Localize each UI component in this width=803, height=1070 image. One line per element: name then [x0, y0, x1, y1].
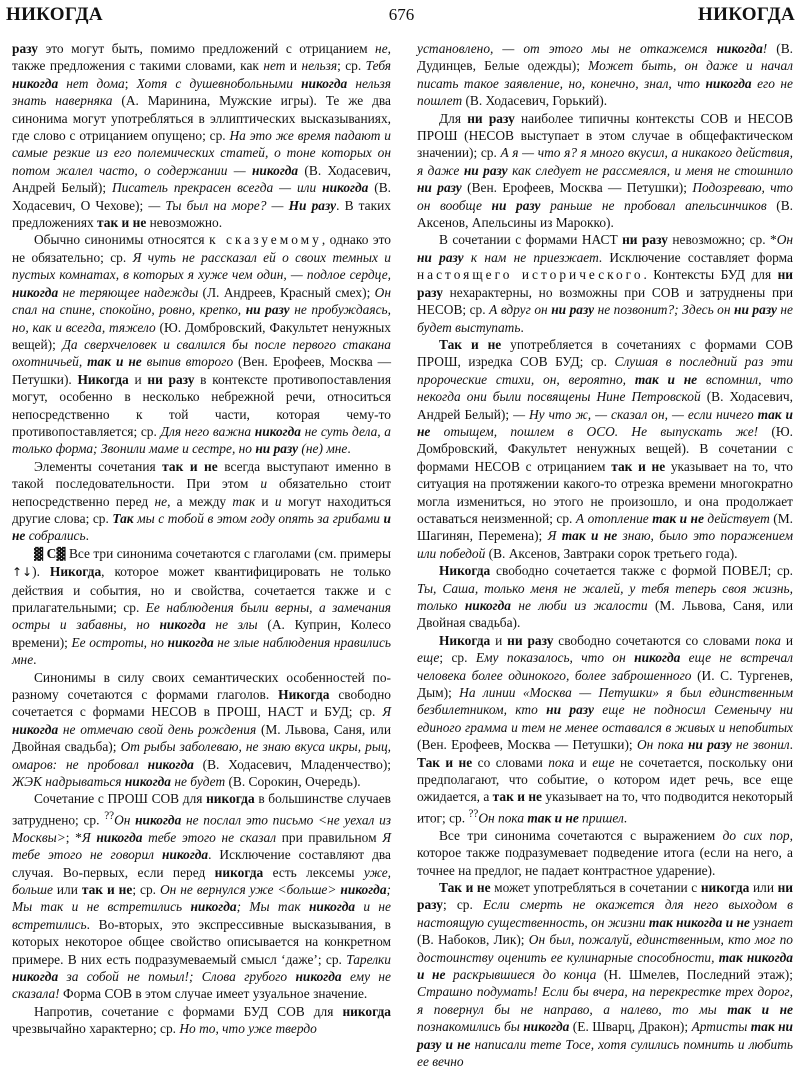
paragraph: разу это могут быть, помимо предложений с отрицанием не, также предложения с такими словами, как нет и нельзя; ср. Тебя никогда нет дома; Хотя с душевнобольными никогда нельзя знать наверняка (А. Маринина, Мужские игры). Те же два синонима могут употребляться в эллиптических высказываниях, где слово с отрицанием опущено; ср. На это же время падают и самые резкие из его полемических статей, о тоне которых он потом жалел часто, о содержании — никогда (В. Ходасевич, Андрей Белый); Писатель прекрасен всегда — или никогда (В. Ходасевич, О Чехове); — Ты был на море? — Ни разу. В таких предложениях так и не невозможно. — [12, 41, 391, 231]
paragraph: Обычно синонимы относятся к сказуемому, однако это не обязательно; ср. Я чуть не рассказал ей о своих темных и пустых комнатах, в которых я хуже чем один, — подлое сердце, никогда не теряющее надежды (Л. Андреев, Красный смех); Он спал на спине, спокойно, ровно, крепко, ни разу не пробуждаясь, но, как и всегда, тяжело (Ю. Домбровский, Факультет ненужных вещей); Да сверхчеловек и свалился бы после первого стакана охотничьей, так и не выпив второго (Вен. Ерофеев, Москва — Петушки). Никогда и ни разу в контексте противопоставления могут, особенно в несколько небрежной речи, относиться непосредственно к той части, которая чему-то противопоставляется; ср. Для него важна никогда не суть дела, а только форма; Звонили маме и сестре, но ни разу (не) мне. — [12, 232, 392, 457]
paragraph: Напротив, сочетание с формами БУД СОВ для никогда чрезвычайно характерно; ср. Но то, что уже твердо — [12, 1003, 391, 1037]
running-header — [0, 0, 803, 30]
paragraph: Никогда свободно сочетается также с формой ПОВЕЛ; ср. Ты, Саша, только меня не жалей, у тебя теперь своя жизнь, только никогда не люби из жалости (М. Львова, Саня, или Двойная свадьба). — [417, 563, 793, 631]
sov-marker-box-left: ▓ — [34, 546, 44, 561]
paragraph: ▓ С▓ Все три синонима сочетаются с глаголами (см. примеры ↑↓). Никогда, которое может квантифицировать не только действия и события, но и свойства, сочетается также и с прилагательными; ср. Ее наблюдения были верны, а замечания остры и забавны, но никогда не злы (А. Куприн, Колесо времени); Ее остроты, но никогда не злые наблюдения нравились мне. — [12, 545, 392, 668]
paragraph: Никогда и ни разу свободно сочетаются со словами пока и еще; ср. Ему показалось, что он никогда еще не встречал человека более одинокого, более заброшенного (И. С. Тургенев, Дым); На линии «Москва — Петушки» я был единственным безбилетником, кто ни разу еще не подносил Семенычу ни единого грамма и тем не менее оставался в живых и непобитых (Вен. Ерофеев, Москва — Петушки); Он пока ни разу не звонил. Так и не со словами пока и еще не сочетается, поскольку они предполагают, что событие, о котором идет речь, все еще ожидается, а так и не указывает на то, что подводится некоторый итог; ср. ??Он пока так и не пришел. — [417, 632, 794, 826]
paragraph: Так и не может употребляться в сочетании с никогда или ни разу; ср. Если смерть не окажется для него выходом в настоящую существенность, он жизни так никогда и не узнает (В. Набоков, Лик); Он был, пожалуй, единственным, кто мог по достоинству оценить ее кулинарные способности, так никогда и не раскрывшиеся до конца (Н. Шмелев, Последний этаж); Страшно подумать! Если бы вчера, на перекрестке трех дорог, я повернул бы не направо, а налево, то мы так и не познакомились бы никогда (Е. Шварц, Дракон); Артисты так ни разу и не написали тете Тосе, хотя сулились помнить и любить ее вечно — [417, 879, 794, 1070]
arrows-icon: ↑↓ — [12, 565, 33, 580]
headword-left: НИКОГДА — [6, 4, 103, 25]
headword-right: НИКОГДА — [698, 4, 795, 25]
paragraph: Элементы сочетания так и не всегда выступают именно в такой последовательности. При этом и обязательно стоит непосредственно перед не, а между так и и могут находиться другие слова; ср. Так мы с тобой в этом году опять за грибами и не собрались. — [12, 458, 391, 544]
paragraph: В сочетании с формами НАСТ ни разу невозможно; ср. *Он ни разу к нам не приезжает. Исключение составляет форма настоящего исторического. Контексты БУД для ни разу нехарактерны, но возможны при СОВ и затруднены при НЕСОВ; ср. А вдруг он ни разу не позвонит?; Здесь он ни разу не будет выступать. — [417, 232, 794, 335]
paragraph: Синонимы в силу своих семантических особенностей по-разному сочетаются с формами глаголов. Никогда свободно сочетается с формами НЕСОВ в ПРОШ, НАСТ и БУД; ср. Я никогда не отмечаю свой день рождения (М. Львова, Саня, или Двойная свадьба); От рыбы заболеваю, не знаю вкуса икры, рыц, омаров: не пробовал никогда (В. Ходасевич, Младенчество); ЖЭК надрываться никогда не будет (В. Сорокин, Очередь). — [12, 669, 392, 790]
paragraph: Все три синонима сочетаются с выражением до сих пор, которое также подразумевает подведение итога (если на него, а точнее на предлог, не падает контрастное ударение). — [417, 827, 793, 878]
paragraph: Для ни разу наиболее типичны контексты СОВ и НЕСОВ ПРОШ (НЕСОВ выступает в этом случае в общефактическом значении); ср. А я — что я? я много вкусил, а никакого действия, я даже ни разу как следует не рассмеялся, и меня не стошнило ни разу (Вен. Ерофеев, Москва — Петушки); Подозреваю, что он вообще ни разу раньше не пробовал апельсинчиков (В. Аксенов, Апельсины из Марокко). — [417, 110, 794, 231]
sov-marker-box-right: ▓ — [56, 546, 66, 561]
page-number: 676 — [388, 5, 415, 24]
sov-marker-letter: С — [46, 545, 57, 561]
paragraph: установлено, — от этого мы не откажемся никогда! (В. Дудинцев, Белые одежды); Может быть, он даже и начал писать такое заявление, но, конечно, знал, что никогда его не пошлет (В. Ходасевич, Горький). — [417, 41, 794, 109]
paragraph: Сочетание с ПРОШ СОВ для никогда в большинстве случаев затруднено; ср. ??Он никогда не послал это письмо <не уехал из Москвы>; *Я никогда тебе этого не сказал при правильном Я тебе этого не говорил никогда. Исключение составляют два случая. Во-первых, если перед никогда есть лексемы уже, больше или так и не; ср. Он не вернулся уже <больше> никогда; Мы так и не встретились никогда; Мы так никогда и не встретились. Во-вторых, это экспрессивные высказывания, в которых некоторое общее свойство описывается на конкретном примере. В них есть подразумеваемый смысл ‘даже’; ср. Тарелки никогда за собой не помыл!; Слова грубого никогда ему не сказала! Форма СОВ в этом случае имеет узуальное значение. — [12, 791, 392, 1002]
right-column — [417, 40, 794, 1070]
left-column — [12, 40, 391, 1052]
paragraph: Так и не употребляется в сочетаниях с формами СОВ ПРОШ, изредка СОВ БУД; ср. Слушая в последний раз эти пророческие стихи, он, вероятно, так и не вспомнил, что некогда они были посвящены Нине Петровской (В. Ходасевич, Андрей Белый); — Ну что ж, — сказал он, — если ничего так и не отыщем, пошлем в ОСО. Не выпускать же! (Ю. Домбровский, Факультет ненужных вещей). В сочетании с формами НЕСОВ с отрицанием так и не указывает на то, что ситуация на протяжении какого-то отрезка времени многократно могла измениться, но этого не произошло, и она продолжает оставаться неизменной; ср. А отопление так и не действует (М. Шагинян, Перемена); Я так и не знаю, было это поражением или победой (В. Аксенов, Завтраки сорок третьего года). — [417, 336, 794, 561]
